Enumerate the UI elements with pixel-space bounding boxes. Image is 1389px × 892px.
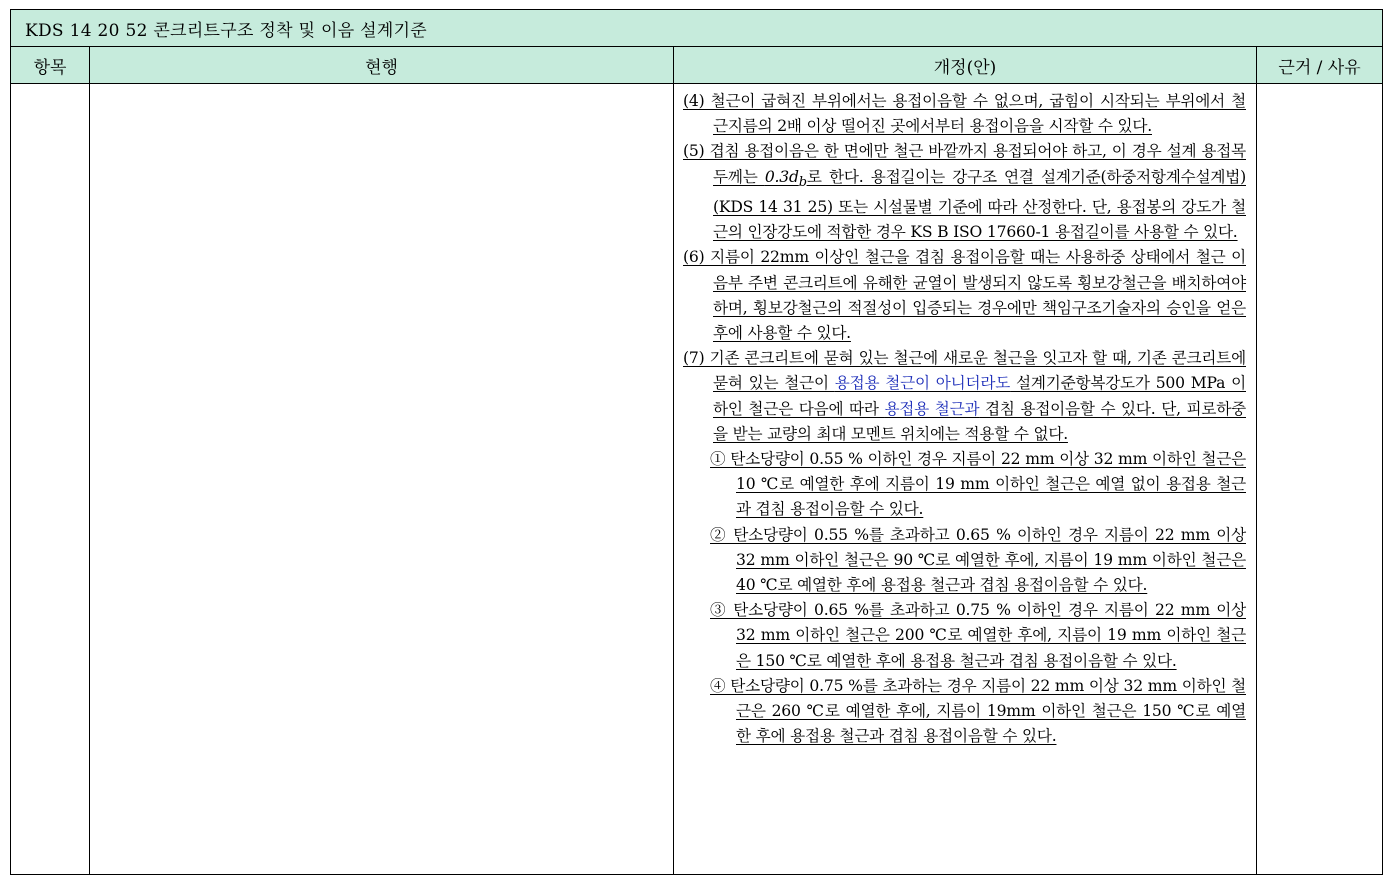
header-item: 항목 xyxy=(11,47,90,84)
current-cell xyxy=(90,84,674,875)
weld-throat-formula: $0.3d_b$ xyxy=(764,167,807,190)
revision-item-7-text-c: 겹침 용접이음할 수 있다. 단, 피로하중을 받는 교량의 최대 모멘트 위치에는 적용할 수 없다. xyxy=(713,399,1246,443)
revision-item-7-highlight-b: 용접용 철근과 xyxy=(884,399,980,418)
header-reason: 근거 / 사유 xyxy=(1257,47,1383,84)
header-current: 현행 xyxy=(90,47,674,84)
sub-item-1 xyxy=(683,447,1246,523)
revision-item-4-text: (4) 철근이 굽혀진 부위에서는 용접이음할 수 없으며, 굽힘이 시작되는 부위에서 철근지름의 2배 이상 떨어진 곳에서부터 용접이음을 시작할 수 있다. xyxy=(683,92,1246,136)
sub-item-1-text: ① 탄소당량이 0.55 % 이하인 경우 지름이 22 mm 이상 32 mm 이하인 철근은 10 ℃로 예열한 후에 지름이 19 mm 이하인 철근은 예열 없이 용접용 철근과 겹침 용접이음할 수 있다. xyxy=(710,449,1246,519)
comparison-table xyxy=(10,9,1383,875)
revision-item-7-text-b: 설계기준항복강도가 500 MPa 이하인 철근은 다음에 따라 xyxy=(713,374,1246,418)
revision-item-7-highlight-a: 용접용 철근이 아니더라도 xyxy=(834,374,1011,393)
sub-item-2 xyxy=(683,523,1246,599)
revision-content xyxy=(674,84,1256,749)
reason-cell xyxy=(1257,84,1383,875)
revision-item-6-text: (6) 지름이 22mm 이상인 철근을 겹침 용접이음할 때는 사용하중 상태에서 철근 이음부 주변 콘크리트에 유해한 균열이 발생되지 않도록 횡보강철근을 배치하여야 하며, 횡보강철근의 적절성이 입증되는 경우에만 책임구조기술자의 승인을 얻은 후에 사용할 수 있다. xyxy=(683,248,1246,342)
sub-item-2-text: ② 탄소당량이 0.55 %를 초과하고 0.65 % 이하인 경우 지름이 22 mm 이상 32 mm 이하인 철근은 90 ℃로 예열한 후에, 지름이 19 mm 이하인 철근은 40 ℃로 예열한 후에 용접용 철근과 겹침 용접이음할 수 있다. xyxy=(710,525,1246,594)
revision-cell xyxy=(674,84,1257,875)
revision-item-6 xyxy=(683,245,1246,346)
sub-item-4-text: ④ 탄소당량이 0.75 %를 초과하는 경우 지름이 22 mm 이상 32 mm 이하인 철근은 260 ℃로 예열한 후에, 지름이 19mm 이하인 철근은 150 ℃로 예열한 후에 용접용 철근과 겹침 용접이음할 수 있다. xyxy=(710,676,1246,746)
revision-item-7 xyxy=(683,346,1246,447)
document-title: KDS 14 20 52 콘크리트구조 정착 및 이음 설계기준 xyxy=(11,10,1383,47)
sub-item-3-text: ③ 탄소당량이 0.65 %를 초과하고 0.75 % 이하인 경우 지름이 22 mm 이상 32 mm 이하인 철근은 200 ℃로 예열한 후에, 지름이 19 mm 이하인 철근은 150 ℃로 예열한 후에 용접용 철근과 겹침 용접이음할 수 있다. xyxy=(710,601,1246,670)
revision-item-5-text-b: 로 한다. 용접길이는 강구조 연결 설계기준(하중저항계수설계법) (KDS 14 31 25) 또는 시설물별 기준에 따라 산정한다. 단, 용접봉의 강도가 철근의 인장강도에 적합한 경우 KS B ISO 17660-1 용접길이를 사용할 수 있다. xyxy=(713,167,1246,242)
revision-item-5 xyxy=(683,139,1246,245)
sub-item-3 xyxy=(683,598,1246,674)
revision-item-7-text-a: (7) 기존 콘크리트에 묻혀 있는 철근에 새로운 철근을 잇고자 할 때, 기존 콘크리트에 묻혀 있는 철근이 xyxy=(683,349,1246,393)
header-revision: 개정(안) xyxy=(674,47,1257,84)
sub-item-4 xyxy=(683,674,1246,750)
item-cell xyxy=(11,84,90,875)
revision-item-5-text-a: (5) 겹침 용접이음은 한 면에만 철근 바깥까지 용접되어야 하고, 이 경우 설계 용접목두께는 xyxy=(683,142,1246,186)
revision-item-4 xyxy=(683,89,1246,139)
